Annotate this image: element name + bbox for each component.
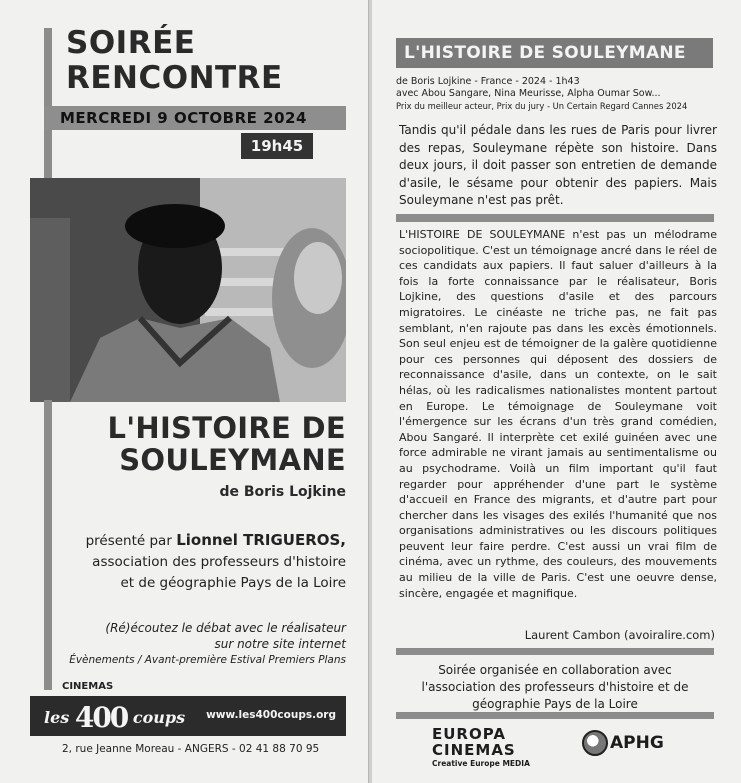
europa-logo-line3: Creative Europe MEDIA: [432, 759, 530, 768]
cinema-website-link[interactable]: www.les400coups.org: [206, 709, 336, 721]
event-title-line1: SOIRÉE: [66, 25, 196, 61]
right-panel: [372, 0, 741, 783]
film-title-line2: SOULEYMANE: [119, 443, 346, 477]
europa-logo-line2: CINEMAS: [432, 741, 516, 759]
aphg-logo-text: APHG: [610, 733, 664, 753]
logo-coups: coups: [132, 708, 186, 727]
replay-line3: Évènements / Avant-première Estival Premiers Plans: [69, 654, 346, 666]
review-author: Laurent Cambon (avoiralire.com): [524, 628, 715, 642]
collab-line1: Soirée organisée en collaboration avec: [438, 663, 672, 677]
europa-logo-line1: EUROPA: [432, 725, 506, 743]
presenter-name: Lionnel TRIGUEROS,: [176, 531, 346, 549]
presented-by-label: présenté par: [85, 533, 172, 549]
cinemas-label: CINEMAS: [62, 681, 114, 692]
film-review: L'HISTOIRE DE SOULEYMANE n'est pas un mélodrame sociopolitique. C'est un témoignage ancré dans le réel de ces candidats aux papiers. Il faut saluer d'ailleurs à la fois la forte connaissance par le réalisateur, Boris Lojkine, des questions d'asile et des parcours migratoires. Le cinéaste ne triche pas, ne fait pas semblant, n'en rajoute pas dans les excès émotionnels. Son seul enjeu est de témoigner de la galère quotidienne pour ces personnes qui déposent des dossiers de reconnaissance d'asile, dans un contexte, on le sait hélas, où les radicalismes nationalistes montent partout en Europe. Le témoignage de Souleymane voit l'émergence sur les écrans d'un très grand comédien, Abou Sangaré. Il interprète cet exilé guinéen avec une force admirable ne virant jamais au sentimentalisme ou au psychodrame. Voilà un film important qu'il faut regarder pour appréhender d'une part le système d'accueil en France des migrants, et d'autre part pour chercher dans les visages des exilés l'humanité que nos organisations administratives ou les discours politiques peuvent leur faire perdre. C'est aussi un vrai film de cinéma, avec un rythme, des couleurs, des mouvements au milieu de la ville de Paris. C'est une oeuvre dense, sincère, engagée et magnifique.: [399, 228, 717, 600]
presenter-line: [46, 530, 346, 552]
film-title-line1: L'HISTOIRE DE: [107, 411, 346, 445]
cinema-brand-bar: [30, 696, 346, 736]
europa-cinemas-logo: [432, 726, 530, 768]
credits-line1: de Boris Lojkine - France - 2024 - 1h43: [396, 76, 580, 87]
event-title-line2: RENCONTRE: [66, 60, 283, 96]
cinema-address: 2, rue Jeanne Moreau - ANGERS - 02 41 88 70 95: [62, 743, 320, 755]
collaboration-notice: [396, 662, 714, 713]
event-time: 19h45: [241, 133, 313, 159]
aphg-logo: [582, 730, 664, 756]
les-400-coups-logo: [44, 701, 185, 734]
film-director: de Boris Lojkine: [219, 484, 346, 500]
credits-line2: avec Abou Sangare, Nina Meurisse, Alpha Oumar Sow...: [396, 88, 661, 99]
logo-400: 400: [74, 701, 128, 734]
section-divider: [396, 214, 714, 222]
film-title-banner: L'HISTOIRE DE SOULEYMANE: [396, 38, 713, 68]
decorative-vertical-bar: [44, 28, 52, 178]
film-title: [26, 412, 346, 476]
film-still-illustration: [30, 178, 346, 402]
logo-les: les: [44, 708, 70, 727]
association-line1: association des professeurs d'histoire: [92, 554, 346, 570]
collab-line3: géographie Pays de la Loire: [472, 697, 638, 711]
collab-line2: l'association des professeurs d'histoire et de: [421, 680, 689, 694]
left-panel: [0, 0, 369, 783]
film-credits: [396, 76, 726, 112]
section-divider: [396, 648, 714, 655]
credits-awards: Prix du meilleur acteur, Prix du jury - Un Certain Regard Cannes 2024: [396, 101, 688, 111]
globe-icon: [582, 730, 608, 756]
association-line2: et de géographie Pays de la Loire: [120, 575, 346, 591]
film-still-photo: [30, 178, 346, 402]
event-title: [66, 26, 283, 96]
replay-notice: [46, 620, 346, 668]
replay-line1: (Ré)écoutez le débat avec le réalisateur: [105, 621, 346, 635]
event-date: MERCREDI 9 OCTOBRE 2024: [44, 106, 346, 130]
presenter-block: [46, 530, 346, 594]
replay-line2: sur notre site internet: [214, 637, 346, 651]
film-synopsis: Tandis qu'il pédale dans les rues de Paris pour livrer des repas, Souleymane répète son histoire. Dans deux jours, il doit passer son entretien de demande d'asile, le sésame pour obtenir des papiers. Mais Souleymane n'est pas prêt.: [399, 123, 717, 207]
section-divider: [396, 712, 714, 719]
